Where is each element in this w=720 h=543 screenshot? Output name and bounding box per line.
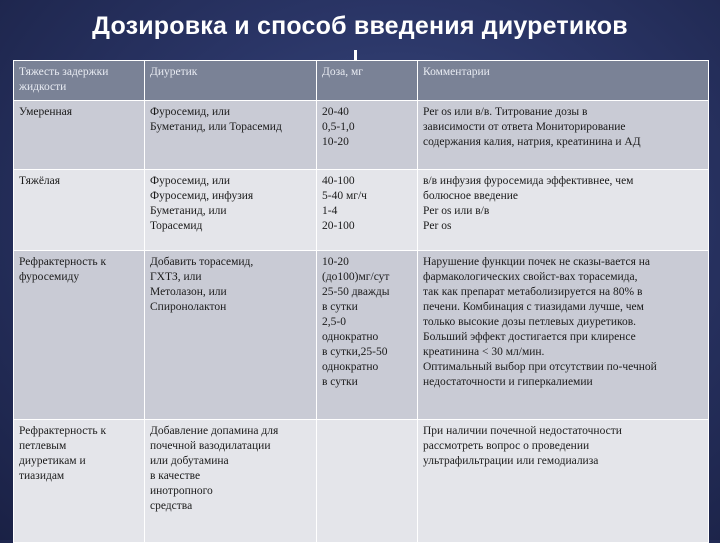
cell-line: болюсное введение: [423, 190, 519, 202]
cell-line: Буметанид, или Торасемид: [150, 121, 282, 133]
header-severity: Тяжесть задержки жидкости: [14, 61, 145, 101]
cell-severity: [14, 420, 145, 543]
cell-line: креатинина < 30 мл/мин.: [423, 346, 545, 358]
cell-line: Per os или в/в. Титрование дозы в: [423, 106, 588, 118]
cell-line: (до100)мг/сут: [322, 271, 390, 283]
cell-line: зависимости от ответа Мониторирование: [423, 121, 626, 133]
cell-line: 40-100: [322, 175, 355, 187]
cell-comment: [418, 101, 709, 170]
cell-line: содержания калия, натрия, креатинина и АД: [423, 136, 641, 148]
cell-line: Per os или в/в: [423, 205, 490, 217]
slide-title: Дозировка и способ введения диуретиков: [92, 12, 628, 40]
cell-diuretic: [145, 101, 317, 170]
cell-line: так как препарат метаболизируется на 80% в: [423, 286, 643, 298]
cell-line: в сутки,25-50: [322, 346, 388, 358]
cell-line: недостаточности и гиперкалиемии: [423, 376, 593, 388]
cell-line: Фуросемид, или: [150, 106, 231, 118]
cell-line: фармакологических свойст-вах торасемида,: [423, 271, 638, 283]
cell-diuretic: [145, 170, 317, 251]
cell-line: диуретикам и: [19, 455, 86, 467]
cell-line: Рефрактерность к: [19, 425, 107, 437]
cell-line: 2,5-0: [322, 316, 346, 328]
cell-severity: [14, 101, 145, 170]
cell-line: в/в инфузия фуросемида эффективнее, чем: [423, 175, 634, 187]
cell-line: Буметанид, или: [150, 205, 227, 217]
cell-diuretic: [145, 420, 317, 543]
diuretics-table: [13, 60, 709, 543]
cell-line: Метолазон, или: [150, 286, 227, 298]
table-row: [14, 420, 709, 543]
cell-line: почечной вазодилатации: [150, 440, 271, 452]
cell-diuretic: [145, 251, 317, 420]
cell-line: 0,5-1,0: [322, 121, 355, 133]
cell-line: Оптимальный выбор при отсутствии по-чечной: [423, 361, 657, 373]
cell-line: в сутки: [322, 301, 358, 313]
cell-severity: [14, 251, 145, 420]
cell-line: Фуросемид, инфузия: [150, 190, 254, 202]
cell-dose: [317, 170, 418, 251]
cell-line: Торасемид: [150, 220, 203, 232]
cell-line: 5-40 мг/ч: [322, 190, 367, 202]
cell-line: Per os: [423, 220, 452, 232]
cell-line: только высокие дозы петлевых диуретиков.: [423, 316, 637, 328]
cell-line: Умеренная: [19, 106, 73, 118]
cell-line: Добавление допамина для: [150, 425, 279, 437]
cell-line: 20-100: [322, 220, 355, 232]
cell-line: Тяжёлая: [19, 175, 61, 187]
cell-line: однократно: [322, 361, 379, 373]
cell-line: петлевым: [19, 440, 67, 452]
header-dose: Доза, мг: [317, 61, 418, 101]
cell-line: тиазидам: [19, 470, 65, 482]
cell-line: Нарушение функции почек не сказы-вается на: [423, 256, 650, 268]
cell-line: ультрафильтрации или гемодиализа: [423, 455, 599, 467]
cell-line: в качестве: [150, 470, 201, 482]
table-row: [14, 251, 709, 420]
cell-line: средства: [150, 500, 193, 512]
cell-line: Добавить торасемид,: [150, 256, 254, 268]
cell-line: Фуросемид, или: [150, 175, 231, 187]
cell-line: Спиронолактон: [150, 301, 227, 313]
table-row: [14, 101, 709, 170]
cell-dose: [317, 420, 418, 543]
cell-line: 10-20: [322, 136, 349, 148]
cell-line: ГХТЗ, или: [150, 271, 202, 283]
table-row: [14, 170, 709, 251]
header-comment: Комментарии: [418, 61, 709, 101]
cell-line: однократно: [322, 331, 379, 343]
cell-line: Больший эффект достигается при клиренсе: [423, 331, 636, 343]
cell-severity: [14, 170, 145, 251]
cell-line: фуросемиду: [19, 271, 80, 283]
cell-comment: [418, 251, 709, 420]
header-diuretic: Диуретик: [145, 61, 317, 101]
cell-dose: [317, 251, 418, 420]
cell-line: или добутамина: [150, 455, 229, 467]
cell-line: печени. Комбинация с тиазидами лучше, чем: [423, 301, 644, 313]
cell-line: инотропного: [150, 485, 213, 497]
cell-comment: [418, 170, 709, 251]
cell-line: Рефрактерность к: [19, 256, 107, 268]
cell-comment: [418, 420, 709, 543]
cell-dose: [317, 101, 418, 170]
cell-line: При наличии почечной недостаточности: [423, 425, 622, 437]
cell-line: в сутки: [322, 376, 358, 388]
cell-line: рассмотреть вопрос о проведении: [423, 440, 590, 452]
cell-line: 1-4: [322, 205, 338, 217]
cell-line: 20-40: [322, 106, 349, 118]
cell-line: 25-50 дважды: [322, 286, 390, 298]
table-header-row: [14, 61, 709, 101]
cell-line: 10-20: [322, 256, 349, 268]
